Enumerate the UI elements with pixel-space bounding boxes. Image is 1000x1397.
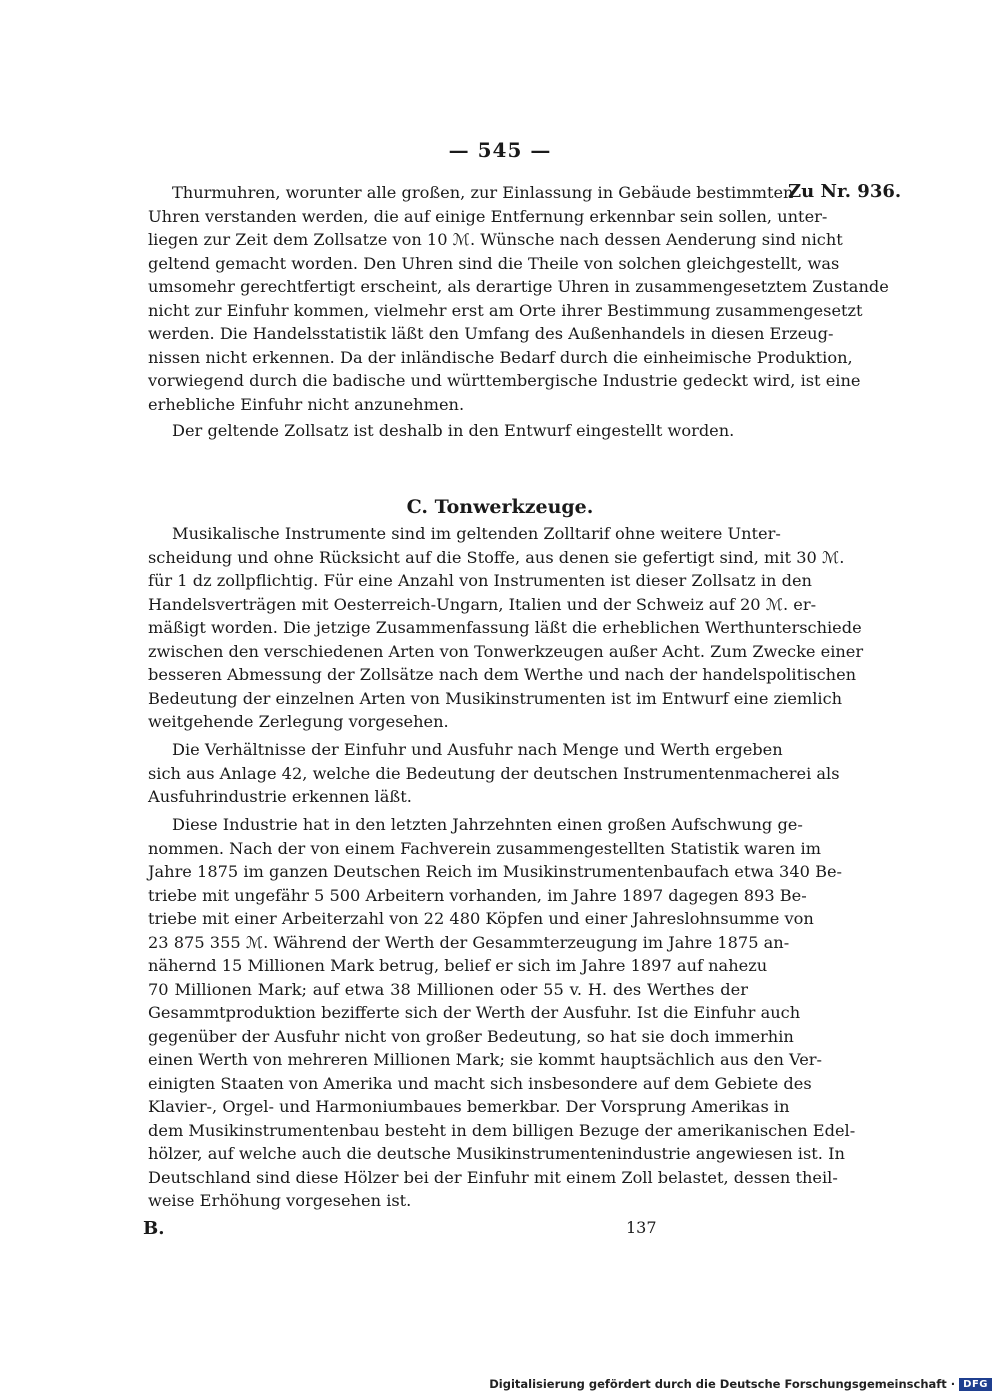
text-line: Musikalische Instrumente sind im geltenden Zolltarif ohne weitere Unter- (172, 524, 781, 543)
text-line: nissen nicht erkennen. Da der inländische Bedarf durch die einheimische Produktion, (148, 347, 853, 367)
signature-mark: B. (143, 1218, 165, 1239)
separator-dot: · (950, 1377, 956, 1391)
text-line: nicht zur Einfuhr kommen, vielmehr erst am Orte ihrer Bestimmung zusammengesetzt (148, 300, 863, 320)
text-line: nähernd 15 Millionen Mark betrug, belief er sich im Jahre 1897 auf nahezu (148, 956, 768, 975)
text-line: zwischen den verschiedenen Arten von Tonwerkzeugen außer Acht. Zum Zwecke einer (148, 641, 864, 661)
text-line: Handelsverträgen mit Oesterreich-Ungarn, Italien und der Schweiz auf 20 ℳ. er- (148, 594, 817, 614)
text-line: erhebliche Einfuhr nicht anzunehmen. (148, 394, 465, 414)
text-line: Thurmuhren, worunter alle großen, zur Einlassung in Gebäude bestimmten (172, 183, 794, 202)
text-line: besseren Abmessung der Zollsätze nach dem Werthe und nach der handelspolitischen (148, 665, 857, 684)
paragraph-zollsatz (148, 419, 748, 443)
text-line: für 1 dz zollpflichtig. Für eine Anzahl von Instrumenten ist dieser Zollsatz in den (148, 571, 812, 590)
text-line: scheidung und ohne Rücksicht auf die Stoffe, aus denen sie gefertigt sind, mit 30 ℳ. (148, 547, 845, 567)
text-line: liegen zur Zeit dem Zollsatze von 10 ℳ. Wünsche nach dessen Aenderung sind nicht (148, 230, 843, 249)
text-line: weise Erhöhung vorgesehen ist. (148, 1191, 412, 1210)
text-line: 23 875 355 ℳ. Während der Werth der Gesammterzeugung im Jahre 1875 an- (148, 932, 790, 952)
page-number: — 545 — (448, 138, 552, 162)
text-line: triebe mit ungefähr 5 500 Arbeitern vorhanden, im Jahre 1897 dagegen 893 Be- (148, 885, 807, 905)
text-line: dem Musikinstrumentenbau besteht in dem billigen Bezuge der amerikanischen Edel- (148, 1120, 856, 1140)
sheet-number: 137 (626, 1218, 657, 1237)
text-line: Klavier-, Orgel- und Harmoniumbaues bemerkbar. Der Vorsprung Amerikas in (148, 1097, 790, 1116)
text-line: umsomehr gerechtfertigt erscheint, als derartige Uhren in zusammengesetztem Zustande (148, 277, 889, 296)
text-line: mäßigt worden. Die jetzige Zusammenfassung läßt die erheblichen Werthunterschiede (148, 618, 862, 637)
text-line: werden. Die Handelsstatistik läßt den Umfang des Außenhandels in diesen Erzeug- (148, 324, 834, 343)
text-line: hölzer, auf welche auch die deutsche Musikinstrumentenindustrie angewiesen ist. In (148, 1144, 845, 1163)
paragraph-musikinstrumente (148, 522, 864, 734)
margin-note: Zu Nr. 936. (788, 181, 902, 202)
text-line: gegenüber der Ausfuhr nicht von großer Bedeutung, so hat sie doch immerhin (148, 1026, 794, 1046)
text-line: Uhren verstanden werden, die auf einige Entfernung erkennbar sein sollen, unter- (148, 206, 828, 226)
text-line: nommen. Nach der von einem Fachverein zusammengestellten Statistik waren im (148, 838, 821, 858)
text-line: Bedeutung der einzelnen Arten von Musikinstrumenten ist im Entwurf eine ziemlich (148, 688, 843, 708)
credit-text: Digitalisierung gefördert durch die Deutsche Forschungsgemeinschaft (489, 1377, 947, 1391)
text-line: 70 Millionen Mark; auf etwa 38 Millionen oder 55 v. H. des Werthes der (148, 979, 748, 999)
text-line: sich aus Anlage 42, welche die Bedeutung der deutschen Instrumentenmacherei als (148, 763, 840, 783)
text-line: geltend gemacht worden. Den Uhren sind die Theile von solchen gleichgestellt, was (148, 253, 840, 273)
section-heading: C. Tonwerkzeuge. (406, 496, 594, 518)
text-line: Ausfuhrindustrie erkennen läßt. (148, 787, 412, 806)
text-line: einen Werth von mehreren Millionen Mark; sie kommt hauptsächlich aus den Ver- (148, 1050, 823, 1069)
paragraph-industrie (148, 813, 856, 1213)
text-line: vorwiegend durch die badische und württembergische Industrie gedeckt wird, ist eine (148, 371, 861, 390)
text-line: Deutschland sind diese Hölzer bei der Einfuhr mit einem Zoll belastet, dessen theil- (148, 1167, 838, 1187)
text-line: Der geltende Zollsatz ist deshalb in den Entwurf eingestellt worden. (172, 421, 735, 440)
text-line: Diese Industrie hat in den letzten Jahrzehnten einen großen Aufschwung ge- (172, 815, 803, 834)
text-line: einigten Staaten von Amerika und macht sich insbesondere auf dem Gebiete des (148, 1073, 812, 1093)
dfg-logo-icon: DFG (959, 1378, 992, 1391)
text-line: Jahre 1875 im ganzen Deutschen Reich im Musikinstrumentenbaufach etwa 340 Be- (148, 862, 843, 881)
text-line: triebe mit einer Arbeiterzahl von 22 480 Köpfen und einer Jahreslohnsumme von (148, 909, 814, 928)
paragraph-verhaeltnisse (148, 738, 840, 809)
text-line: Gesammtproduktion bezifferte sich der Werth der Ausfuhr. Ist die Einfuhr auch (148, 1003, 801, 1022)
text-line: Die Verhältnisse der Einfuhr und Ausfuhr nach Menge und Werth ergeben (172, 740, 783, 759)
text-line: weitgehende Zerlegung vorgesehen. (148, 712, 449, 731)
digitization-credit (489, 1377, 992, 1391)
